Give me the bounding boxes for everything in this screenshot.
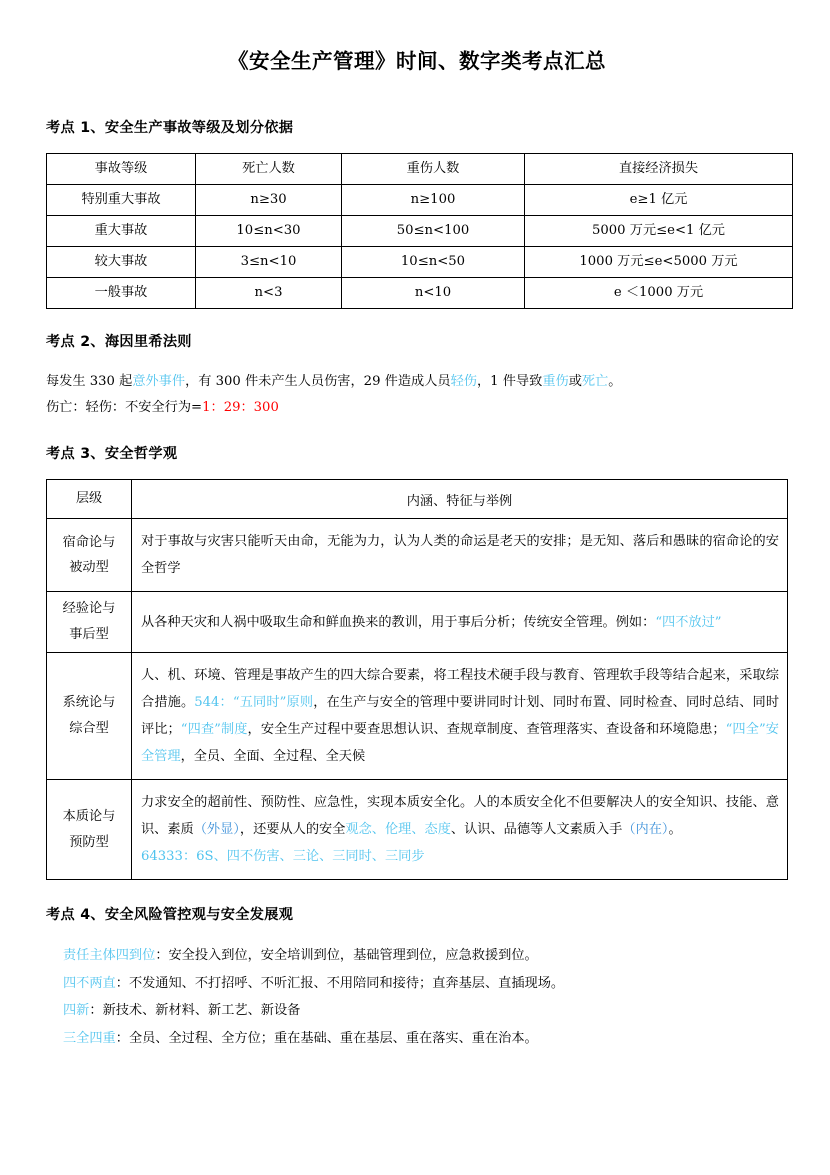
cell-level <box>47 652 132 779</box>
heinrich-text-5: 。 <box>608 373 622 389</box>
table-header-row <box>47 480 788 519</box>
list-item-text: 安全投入到位，安全培训到位，基础管理到位，应急救援到位。 <box>168 948 538 964</box>
table-header-row <box>47 153 793 184</box>
heinrich-text-3: ，1 件导致 <box>476 373 543 389</box>
content-highlight-wutongshi: 544：“五同时”原则 <box>194 694 314 710</box>
content-text-1: 人、机、环境、管理是事故产生的四大综合要素，将工程技术硬手段与教育、管理软手段等结合起来，采取综合措施。 <box>141 667 779 710</box>
section-heading-3: 考点 3、安全哲学观 <box>46 446 178 463</box>
heinrich-accident-term: 意外事件 <box>132 373 186 389</box>
content-highlight-guannian: 观念、伦理、态度 <box>345 822 451 838</box>
cell-serious-injuries: 10≤n<50 <box>342 246 525 277</box>
list-item <box>63 997 788 1024</box>
list-item-separator: ： <box>155 948 169 964</box>
column-header-level: 层级 <box>47 480 132 519</box>
content-text: 从各种天灾和人祸中吸取生命和鲜血换来的教训，用于事后分析；传统安全管理。例如： <box>141 614 656 630</box>
level-line-1: 系统论与 <box>62 695 116 711</box>
table-row <box>47 592 788 652</box>
cell-deaths: n≥30 <box>196 184 342 215</box>
section-heading-4: 考点 4、安全风险管控观与安全发展观 <box>46 907 294 924</box>
cell-deaths: n<3 <box>196 277 342 308</box>
content-text-4: 。 <box>668 822 682 838</box>
cell-content <box>132 780 788 880</box>
list-item-text: 新技术、新材料、新工艺、新设备 <box>102 1003 301 1019</box>
cell-grade: 重大事故 <box>47 215 196 246</box>
table-row <box>47 652 788 779</box>
cell-serious-injuries: 50≤n<100 <box>342 215 525 246</box>
list-item <box>63 1025 788 1052</box>
cell-deaths: 10≤n<30 <box>196 215 342 246</box>
cell-serious-injuries: n≥100 <box>342 184 525 215</box>
level-line-1: 经验论与 <box>62 601 116 617</box>
level-line-2: 事后型 <box>69 627 109 643</box>
content-highlight-siquan: “四全”安全管理 <box>141 721 779 764</box>
heinrich-ratio-value: 1：29：300 <box>202 400 279 416</box>
section-heading-2: 考点 2、海因里希法则 <box>46 333 192 350</box>
column-header-economic-loss: 直接经济损失 <box>525 153 793 184</box>
heinrich-ratio-label: 伤亡：轻伤：不安全行为= <box>46 400 203 416</box>
safety-philosophy-table <box>46 479 788 880</box>
page-title: 《安全生产管理》时间、数字类考点汇总 <box>228 49 606 73</box>
column-header-serious-injuries: 重伤人数 <box>342 153 525 184</box>
table-row <box>47 519 788 592</box>
cell-grade: 较大事故 <box>47 246 196 277</box>
column-header-deaths: 死亡人数 <box>196 153 342 184</box>
cell-content <box>132 519 788 592</box>
content-text-1: 力求安全的超前性、预防性、应急性，实现本质安全化。人的本质安全化不但要解决人的安全知识、技能、意识、素质 <box>141 795 779 838</box>
heinrich-text-1: 每发生 330 起 <box>46 373 133 389</box>
level-line-2: 预防型 <box>69 834 109 850</box>
heinrich-line-1 <box>46 369 788 395</box>
list-item-label: 三全四重 <box>63 1030 116 1046</box>
content-text-2: ，在生产与安全的管理中要讲同时计划、同时布置、同时检查、同时总结、同时评比； <box>141 694 780 737</box>
content-highlight-sicha: “四查”制度 <box>180 721 248 737</box>
content-highlight-waixian: （外显） <box>193 822 240 838</box>
cell-level <box>47 592 132 652</box>
table-row <box>47 246 793 277</box>
accident-grade-table <box>46 153 793 309</box>
content-highlight-neizai: （内在） <box>622 822 669 838</box>
heinrich-minor-injury-term: 轻伤 <box>450 373 477 389</box>
table-row <box>47 780 788 880</box>
content-text: 对于事故与灾害只能听天由命，无能为力，认为人类的命运是老天的安排；是无知、落后和愚昧的宿命论的安全哲学 <box>141 534 779 577</box>
list-item-separator: ： <box>115 1030 129 1046</box>
list-item-separator: ： <box>89 1003 103 1019</box>
column-header-grade: 事故等级 <box>47 153 196 184</box>
content-text-2: ，还要从人的安全 <box>239 822 346 838</box>
list-item-label: 四新 <box>63 1003 90 1019</box>
section-heading-1: 考点 1、安全生产事故等级及划分依据 <box>46 119 294 136</box>
list-item <box>63 970 788 997</box>
cell-deaths: 3≤n<10 <box>196 246 342 277</box>
cell-serious-injuries: n<10 <box>342 277 525 308</box>
cell-content <box>132 652 788 779</box>
risk-control-list <box>63 942 788 1052</box>
cell-economic-loss: 1000 万元≤e<5000 万元 <box>525 246 793 277</box>
cell-content <box>132 592 788 652</box>
level-line-2: 被动型 <box>69 560 109 576</box>
cell-level <box>47 519 132 592</box>
content-text-3: 、认识、品德等人文素质入手 <box>450 822 623 838</box>
table-row <box>47 277 793 308</box>
table-row <box>47 215 793 246</box>
heinrich-paragraph <box>46 369 788 422</box>
list-item-text: 不发通知、不打招呼、不听汇报、不用陪同和接待；直奔基层、直插现场。 <box>128 975 565 991</box>
heinrich-serious-injury-term: 重伤 <box>542 373 569 389</box>
cell-level <box>47 780 132 880</box>
table-row <box>47 184 793 215</box>
heinrich-death-term: 死亡 <box>581 373 609 389</box>
content-text-4: ，全员、全面、全过程、全天候 <box>180 748 366 764</box>
content-highlight-64333: 64333：6S、四不伤害、三论、三同时、三同步 <box>141 849 425 865</box>
cell-economic-loss: e≥1 亿元 <box>525 184 793 215</box>
cell-economic-loss: e ＜1000 万元 <box>525 277 793 308</box>
cell-grade: 一般事故 <box>47 277 196 308</box>
level-line-1: 宿命论与 <box>62 534 116 550</box>
heinrich-text-2: ，有 300 件未产生人员伤害，29 件造成人员 <box>185 373 451 389</box>
heinrich-line-2 <box>46 395 788 421</box>
column-header-content: 内涵、特征与举例 <box>132 480 788 519</box>
cell-economic-loss: 5000 万元≤e<1 亿元 <box>525 215 793 246</box>
list-item-label: 责任主体四到位 <box>63 948 156 964</box>
content-highlight-sibuguoguo: “四不放过” <box>655 614 722 630</box>
list-item <box>63 942 788 969</box>
page-content <box>46 0 788 1052</box>
list-item-label: 四不两直 <box>63 975 116 991</box>
cell-grade: 特别重大事故 <box>47 184 196 215</box>
heinrich-text-4: 或 <box>568 373 582 389</box>
list-item-separator: ： <box>115 975 129 991</box>
content-text-3: ，安全生产过程中要查思想认识、查规章制度、查管理落实、查设备和环境隐患； <box>247 721 726 737</box>
level-line-2: 综合型 <box>69 720 109 736</box>
level-line-1: 本质论与 <box>62 808 116 824</box>
list-item-text: 全员、全过程、全方位；重在基础、重在基层、重在落实、重在治本。 <box>128 1030 538 1046</box>
